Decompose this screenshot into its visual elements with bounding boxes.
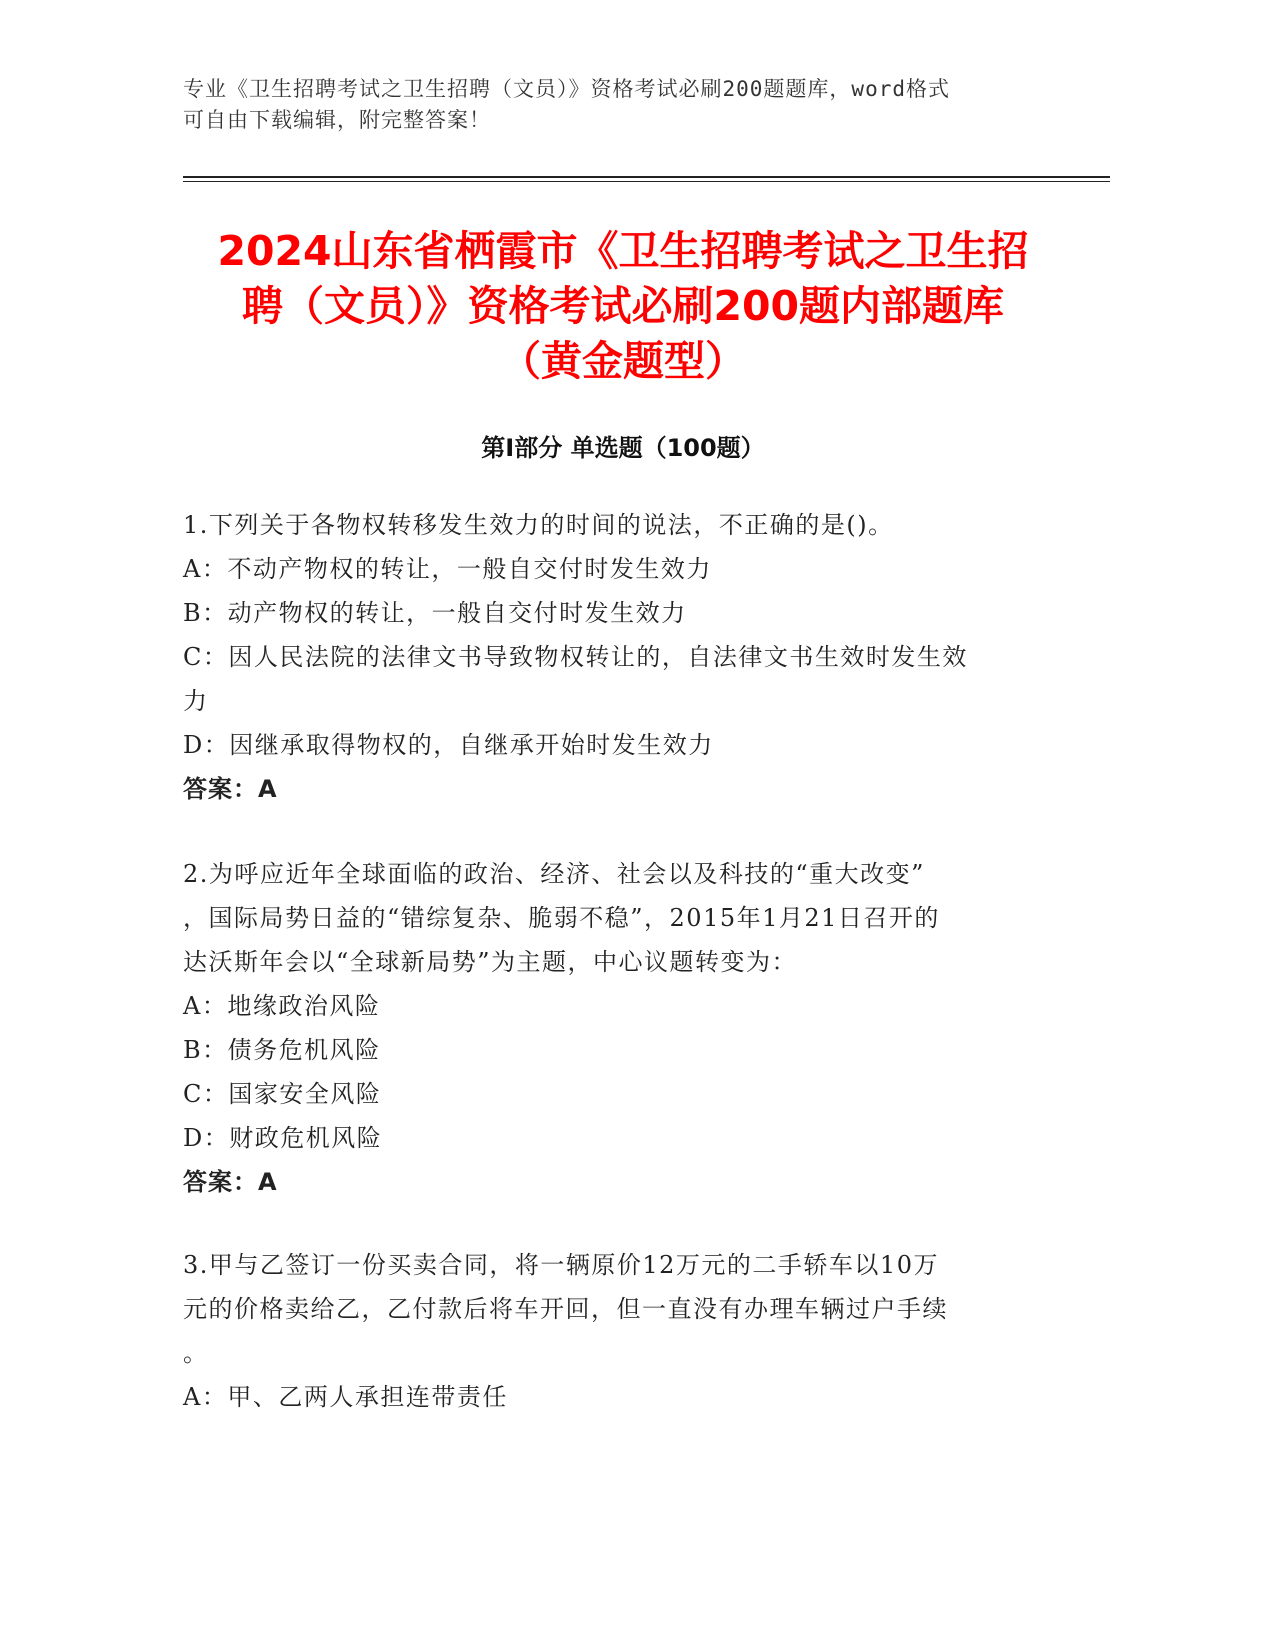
title-line-3: （黄金题型） (500, 337, 746, 385)
header-line-1: 专业《卫生招聘考试之卫生招聘（文员）》资格考试必刷200题题库，word格式 (183, 77, 950, 101)
question-stem: 元的价格卖给乙，乙付款后将车开回，但一直没有办理车辆过户手续 (183, 1295, 948, 1323)
header-divider-thin (183, 181, 1110, 182)
option-c: C：因人民法院的法律文书导致物权转让的，自法律文书生效时发生效 (183, 643, 968, 671)
option-d: D：财政危机风险 (183, 1124, 383, 1152)
question-stem: 2.为呼应近年全球面临的政治、经济、社会以及科技的“重大改变” (183, 860, 925, 888)
section-heading: 第Ⅰ部分 单选题（100题） (481, 434, 765, 462)
option-c: C：国家安全风险 (183, 1080, 382, 1108)
question-1 (183, 503, 1063, 811)
title-line-2: 聘（文员）》资格考试必刷200题内部题库 (241, 282, 1005, 330)
document-title (183, 224, 1063, 389)
question-stem: ，国际局势日益的“错综复杂、脆弱不稳”，2015年1月21日召开的 (183, 904, 940, 932)
option-a: A：甲、乙两人承担连带责任 (183, 1383, 508, 1411)
option-a: A：地缘政治风险 (183, 992, 381, 1020)
header-line-2: 可自由下载编辑，附完整答案！ (183, 108, 491, 132)
option-b: B：债务危机风险 (183, 1036, 381, 1064)
answer: 答案：A (183, 1168, 278, 1196)
question-stem: 3.甲与乙签订一份买卖合同，将一辆原价12万元的二手轿车以10万 (183, 1251, 939, 1279)
question-stem: 1.下列关于各物权转移发生效力的时间的说法，不正确的是()。 (183, 511, 894, 539)
document-header (183, 74, 1063, 136)
option-d: D：因继承取得物权的，自继承开始时发生效力 (183, 731, 714, 759)
header-divider-thick (183, 176, 1110, 178)
option-c-continued: 力 (183, 687, 209, 715)
option-b: B：动产物权的转让，一般自交付时发生效力 (183, 599, 687, 627)
answer: 答案：A (183, 775, 278, 803)
option-a: A：不动产物权的转让，一般自交付时发生效力 (183, 555, 712, 583)
title-line-1: 2024山东省栖霞市《卫生招聘考试之卫生招 (217, 227, 1029, 275)
question-stem: 。 (183, 1339, 209, 1367)
question-stem: 达沃斯年会以“全球新局势”为主题，中心议题转变为： (183, 948, 798, 976)
question-2 (183, 852, 1063, 1204)
question-3 (183, 1243, 1063, 1419)
